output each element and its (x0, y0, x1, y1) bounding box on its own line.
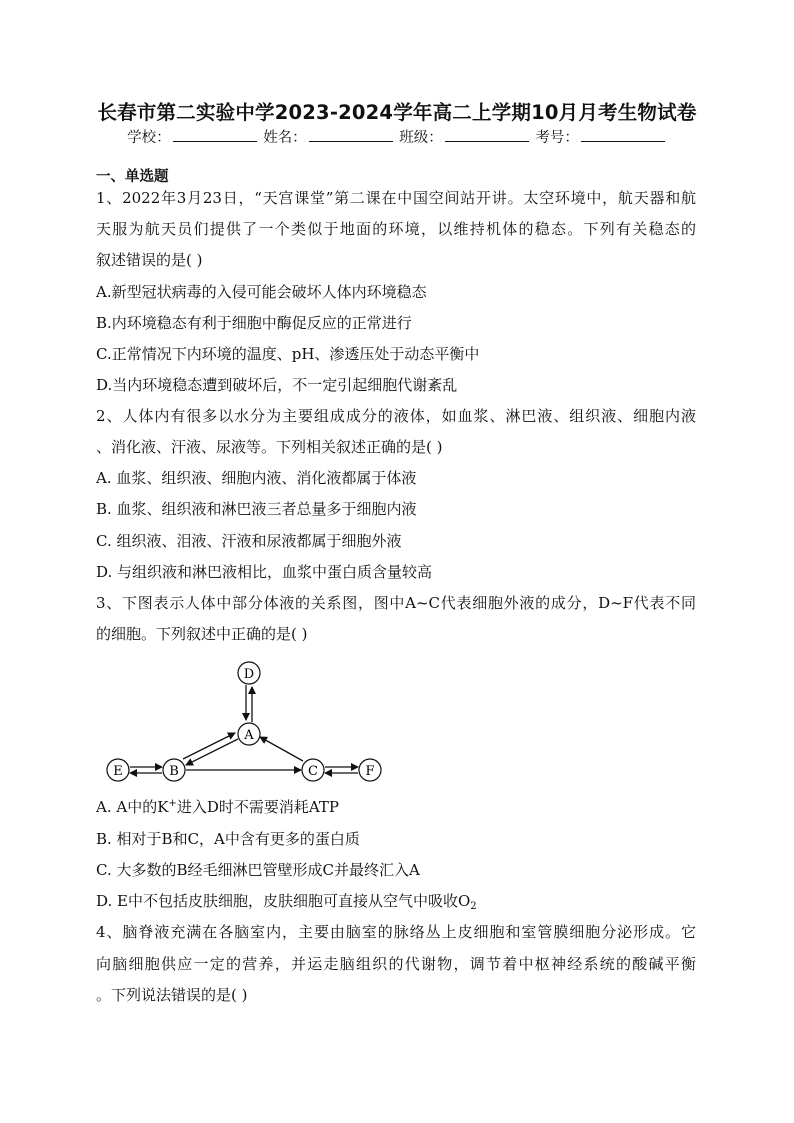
q2-option-c: C. 组织液、泪液、汗液和尿液都属于细胞外液 (96, 532, 402, 550)
exam-title: 长春市第二实验中学2023-2024学年高二上学期10月月考生物试卷 (97, 101, 697, 124)
q1-option-b: B.内环境稳态有利于细胞中酶促反应的正常进行 (96, 314, 412, 332)
q3-option-a (96, 797, 696, 817)
q3-stem-line-2: 的细胞。下列叙述中正确的是( ) (96, 625, 308, 643)
q3-option-a-post: 进入D时不需要消耗ATP (176, 798, 339, 816)
q3-option-c: C. 大多数的B经毛细淋巴管壁形成C并最终汇入A (96, 861, 420, 879)
node-d-label: D (243, 667, 255, 682)
q2-stem-line-2: 、消化液、汗液、尿液等。下列相关叙述正确的是( ) (96, 438, 443, 456)
arrow-b-to-a (183, 733, 235, 759)
q4-stem-line-2: 向脑细胞供应一定的营养，并运走脑组织的代谢物，调节着中枢神经系统的酸碱平衡 (96, 955, 696, 973)
id-label: 考号： (535, 130, 579, 146)
school-label: 学校： (127, 130, 171, 146)
class-blank[interactable] (445, 129, 529, 142)
q2-option-d: D. 与组织液和淋巴液相比，血浆中蛋白质含量较高 (96, 563, 433, 581)
class-label: 班级： (399, 130, 443, 146)
name-blank[interactable] (309, 129, 393, 142)
school-blank[interactable] (173, 129, 257, 142)
q3-stem-line-1: 3、下图表示人体中部分体液的关系图，图中A~C代表细胞外液的成分，D~F代表不同 (96, 594, 696, 612)
q3-option-d-sub: 2 (470, 901, 477, 912)
q3-option-b: B. 相对于B和C，A中含有更多的蛋白质 (96, 830, 360, 848)
q2-option-a: A. 血浆、组织液、细胞内液、消化液都属于体液 (96, 469, 417, 487)
q1-stem-line-1: 1、2022年3月23日，“天宫课堂”第二课在中国空间站开讲。太空环境中，航天器和航 (96, 189, 696, 207)
q3-option-a-sup: + (168, 798, 177, 809)
node-f-label: F (365, 764, 375, 779)
name-label: 姓名： (263, 130, 307, 146)
q4-stem-line-1: 4、脑脊液充满在各脑室内，主要由脑室的脉络丛上皮细胞和室管膜细胞分泌形成。它 (96, 923, 696, 941)
q1-stem-line-3: 叙述错误的是( ) (96, 251, 203, 269)
section-heading: 一、单选题 (96, 169, 169, 185)
q2-option-b: B. 血浆、组织液和淋巴液三者总量多于细胞内液 (96, 500, 417, 518)
q2-stem-line-1: 2、人体内有很多以水分为主要组成成分的液体，如血浆、淋巴液、组织液、细胞内液 (96, 407, 696, 425)
node-a-label: A (244, 728, 254, 743)
q3-option-d (96, 891, 696, 911)
id-blank[interactable] (581, 129, 665, 142)
student-info-line (0, 126, 794, 147)
node-e-label: E (113, 764, 123, 779)
node-b-label: B (169, 764, 179, 779)
q1-option-a: A.新型冠状病毒的入侵可能会破坏人体内环境稳态 (96, 283, 427, 301)
q3-option-a-pre: A. A中的K (96, 798, 169, 816)
q3-option-d-pre: D. E中不包括皮肤细胞，皮肤细胞可直接从空气中吸收O (96, 892, 471, 910)
body-fluid-diagram (100, 655, 400, 790)
q1-option-c: C.正常情况下内环境的温度、pH、渗透压处于动态平衡中 (96, 345, 480, 363)
q1-option-d: D.当内环境稳态遭到破坏后，不一定引起细胞代谢紊乱 (96, 376, 458, 394)
q1-stem-line-2: 天服为航天员们提供了一个类似于地面的环境，以维持机体的稳态。下列有关稳态的 (96, 220, 696, 238)
arrow-c-to-a (260, 737, 303, 761)
q4-stem-line-3: 。下列说法错误的是( ) (96, 986, 248, 1004)
arrow-a-to-b (186, 739, 238, 765)
node-c-label: C (308, 764, 318, 779)
